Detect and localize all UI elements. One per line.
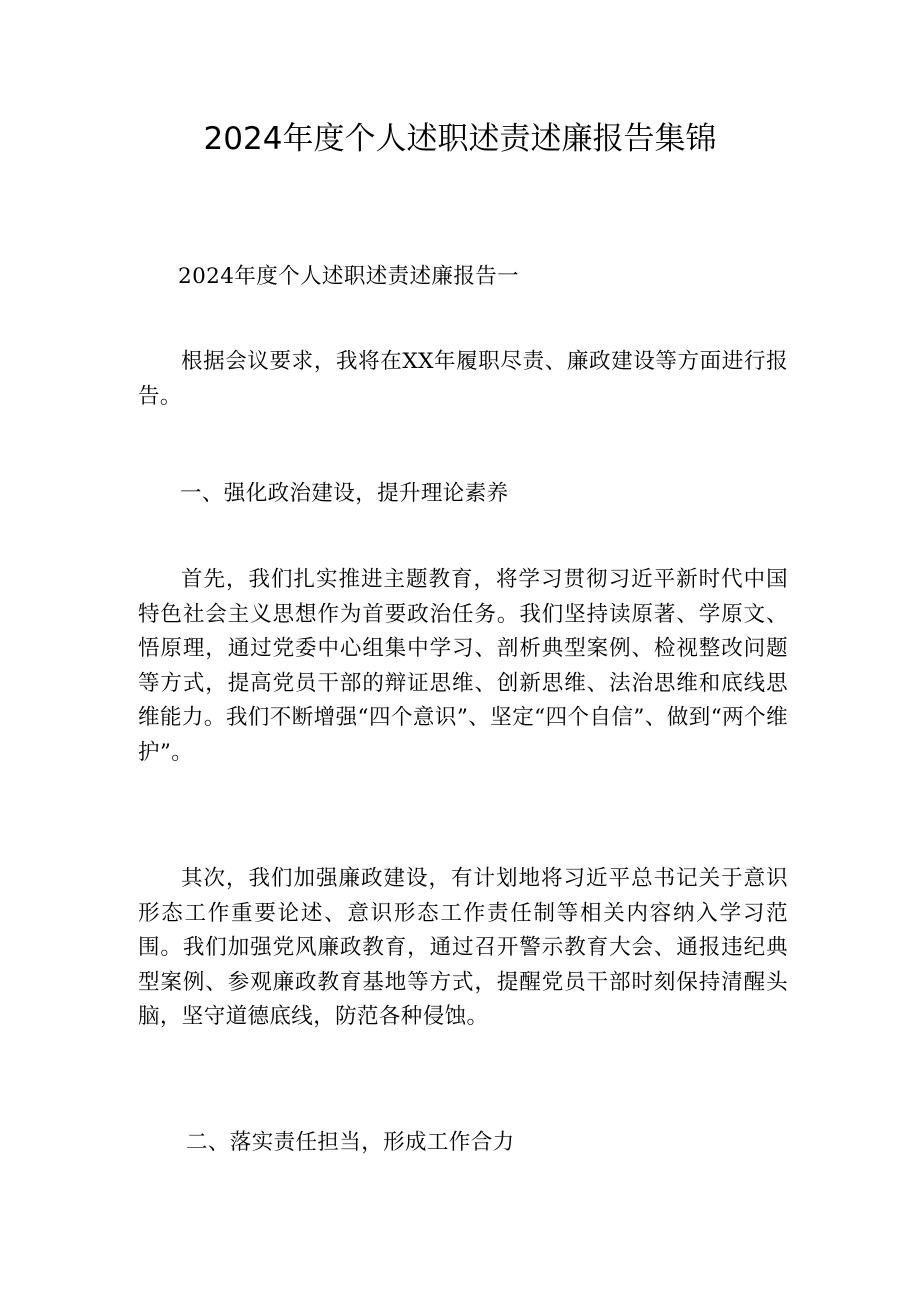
- intro-paragraph: 根据会议要求，我将在XX年履职尽责、廉政建设等方面进行报告。: [138, 349, 788, 409]
- report-subtitle: 2024年度个人述职述责述廉报告一: [178, 264, 520, 289]
- section-heading-2: 二、落实责任担当，形成工作合力: [186, 1130, 515, 1155]
- document-title: 2024年度个人述职述责述廉报告集锦: [203, 121, 717, 157]
- body-paragraph-2: 其次，我们加强廉政建设，有计划地将习近平总书记关于意识形态工作重要论述、意识形态工作责任制等相关内容纳入学习范围。我们加强党风廉政教育，通过召开警示教育大会、通报违纪典型案例、参观廉政教育基地等方式，提醒党员干部时刻保持清醒头脑，坚守道德底线，防范各种侵蚀。: [138, 866, 788, 1029]
- body-paragraph-1: 首先，我们扎实推进主题教育，将学习贯彻习近平新时代中国特色社会主义思想作为首要政治任务。我们坚持读原著、学原文、悟原理，通过党委中心组集中学习、剖析典型案例、检视整改问题等方式，提高党员干部的辩证思维、创新思维、法治思维和底线思维能力。我们不断增强“四个意识”、坚定“四个自信”、做到“两个维护”。: [138, 567, 788, 765]
- section-heading-1: 一、强化政治建设，提升理论素养: [180, 481, 509, 506]
